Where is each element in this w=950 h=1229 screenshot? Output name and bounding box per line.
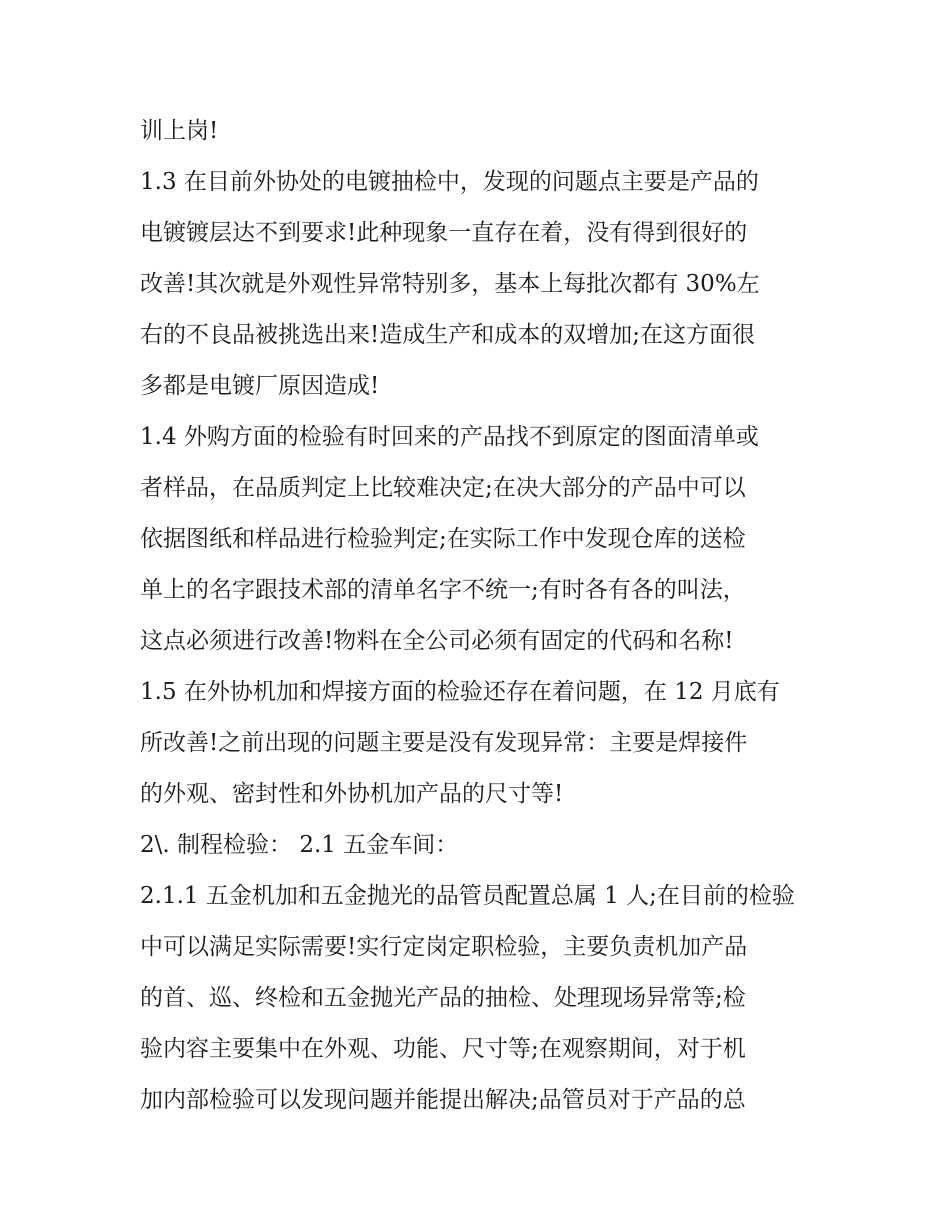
text-line: 2\. 制程检验： 2.1 五金车间： [140,832,459,858]
text-line: 这点必须进行改善!物料在全公司必须有固定的代码和名称! [140,628,734,654]
text-line: 改善!其次就是外观性异常特别多，基本上每批次都有 30%左 [140,271,760,297]
text-line: 加内部检验可以发现问题并能提出解决;品管员对于产品的总 [140,1087,746,1113]
text-line: 右的不良品被挑选出来!造成生产和成本的双增加;在这方面很 [140,322,755,348]
text-line: 的首、巡、终检和五金抛光产品的抽检、处理现场异常等;检 [140,985,746,1011]
text-line: 依据图纸和样品进行检验判定;在实际工作中发现仓库的送检 [140,526,746,552]
text-line: 训上岗! [140,118,219,144]
text-line: 中可以满足实际需要!实行定岗定职检验，主要负责机加产品 [140,934,748,960]
text-line: 1.5 在外协机加和焊接方面的检验还存在着问题，在 12 月底有 [140,679,780,705]
text-line: 电镀镀层达不到要求!此种现象一直存在着，没有得到很好的 [140,220,748,246]
text-line: 者样品，在品质判定上比较难决定;在决大部分的产品中可以 [140,475,746,501]
text-line: 单上的名字跟技术部的清单名字不统一;有时各有各的叫法， [140,577,746,603]
text-line: 1.4 外购方面的检验有时回来的产品找不到原定的图面清单或 [140,424,759,450]
text-line: 多都是电镀厂原因造成! [140,373,380,399]
document-body [140,106,820,1126]
text-line: 2.1.1 五金机加和五金抛光的品管员配置总属 1 人;在目前的检验 [140,883,795,909]
text-line: 所改善!之前出现的问题主要是没有发现异常：主要是焊接件 [140,730,748,756]
text-line: 1.3 在目前外协处的电镀抽检中，发现的问题点主要是产品的 [140,169,759,195]
text-line: 验内容主要集中在外观、功能、尺寸等;在观察期间，对于机 [140,1036,746,1062]
text-line: 的外观、密封性和外协机加产品的尺寸等! [140,781,564,807]
